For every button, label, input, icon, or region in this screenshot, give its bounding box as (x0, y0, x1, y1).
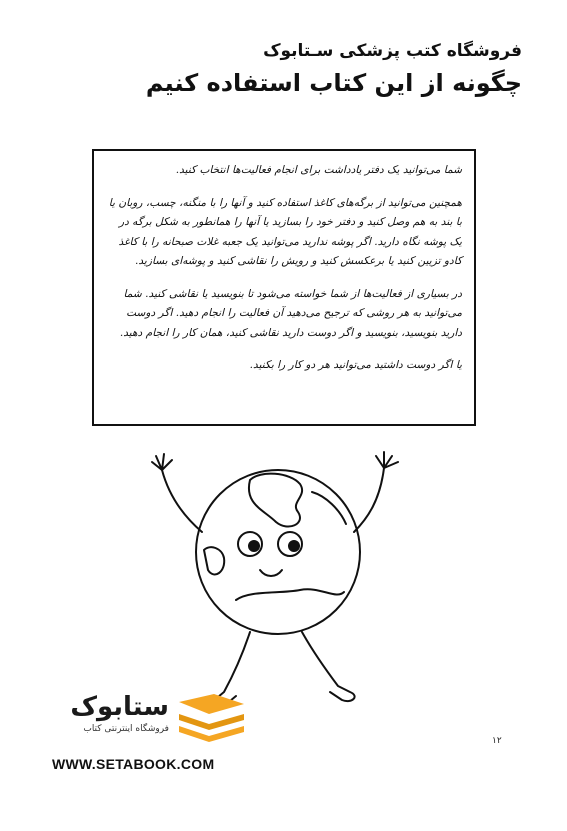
left-pupil (249, 541, 259, 551)
right-pupil (289, 541, 299, 551)
continent-bottom (236, 589, 344, 600)
logo-subtitle: فروشگاه اینترنتی کتاب (83, 724, 169, 734)
left-arm (162, 470, 202, 532)
left-hand (152, 454, 172, 470)
instruction-paragraph: شما می‌توانید یک دفتر یادداشت برای انجام فعالیت‌ها انتخاب کنید. (175, 164, 462, 176)
website-url: WWW.SETABOOK.COM (52, 756, 215, 772)
right-leg (302, 632, 355, 701)
continent-right (312, 492, 346, 524)
instruction-paragraph: یا اگر دوست داشتید می‌توانید هر دو کار را بکنید. (249, 359, 462, 371)
logo-text (44, 692, 169, 746)
setabook-logo (44, 692, 249, 746)
instruction-paragraph: همچنین می‌توانید از برگه‌های کاغذ استفاده کنید و آنها را با منگنه، چسب، روبان یا با بند به هم وصل کنید و دفتر خود را بسازید یا آنها را همانطور به شکل برگه در یک پوشه نگاه دارید. اگر پوشه ندارید می‌توانید یک جعبه غلات صبحانه را با کاغذ کادو تزیین کنید یا برعکسش کنید و رویش را نقاشی کنید و پوشه‌ای بسازید. (108, 196, 462, 267)
earth-character-illustration (140, 440, 410, 720)
page-title: چگونه از این کتاب استفاده کنیم (145, 69, 522, 97)
store-title: فروشگاه کتب پزشکی سـتابوک (263, 41, 522, 61)
logo-word: ستابوک (70, 692, 169, 722)
smile (260, 570, 282, 576)
instruction-paragraph: در بسیاری از فعالیت‌ها از شما خواسته می‌شود تا بنویسید یا نقاشی کنید. شما می‌توانید به هر روشی که ترجیح می‌دهید آن فعالیت را انجام دهید. اگر دوست دارید بنویسید، بنویسید و اگر دوست دارید نقاشی کنید، همان کار را انجام دهید. (119, 287, 462, 339)
right-arm (354, 468, 384, 532)
instructions-box (92, 149, 476, 426)
header (146, 38, 522, 100)
book-stack-icon (174, 692, 249, 742)
continent-left (204, 547, 224, 574)
continent-top (249, 474, 302, 527)
right-hand (376, 452, 398, 468)
page-number: ۱۲ (492, 736, 502, 746)
